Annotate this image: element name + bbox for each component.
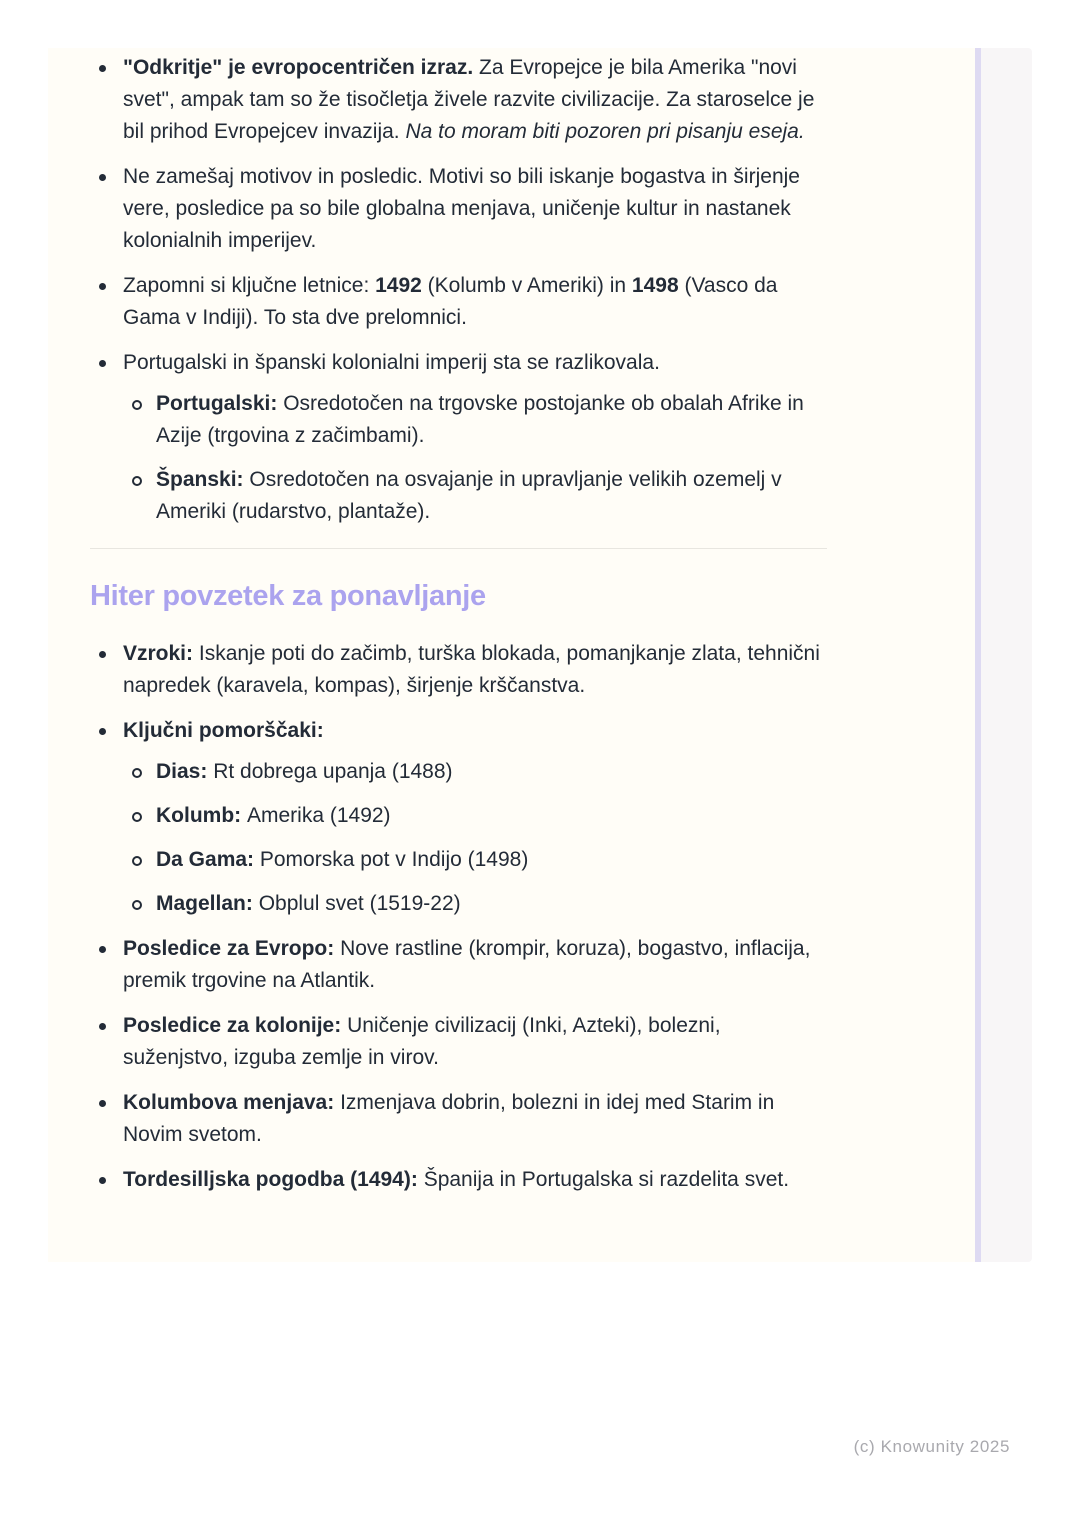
sub-list-item bbox=[123, 888, 830, 920]
text-segment: Ključni pomorščaki: bbox=[123, 719, 324, 742]
footer-copyright: (c) Knowunity 2025 bbox=[853, 1437, 1010, 1456]
text-segment: Obplul svet (1519-22) bbox=[258, 892, 461, 915]
sub-list-item bbox=[123, 388, 830, 452]
text-segment: Posledice za kolonije: bbox=[123, 1014, 348, 1037]
text-segment: Da Gama: bbox=[156, 848, 260, 871]
text-segment: Izmenjava dobrin, bolezni in idej med Starim in Novim svetom. bbox=[123, 1091, 775, 1146]
text-segment: 1498 bbox=[631, 274, 679, 297]
list-item bbox=[90, 1164, 830, 1196]
list-item bbox=[90, 638, 830, 702]
text-segment: Uničenje civilizacij (Inki, Azteki), bolezni, suženjstvo, izguba zemlje in virov. bbox=[123, 1014, 721, 1069]
list-item bbox=[90, 347, 830, 528]
text-segment: Portugalski: bbox=[156, 392, 284, 415]
sub-list-item bbox=[123, 756, 830, 788]
text-segment: Za Evropejce je bila Amerika "novi svet", ampak tam so že tisočletja živele razvite civilizacije. Za staroselce je bil prihod Evropejcev invazija. bbox=[123, 56, 815, 143]
text-segment: 1492 bbox=[375, 274, 422, 297]
text-segment: (Vasco da Gama v Indiji). To sta dve prelomnici. bbox=[123, 274, 778, 329]
text-segment: Ne zamešaj motivov in posledic. Motivi so bili iskanje bogastva in širjenje vere, posledice pa so bile globalna menjava, uničenje kultur in nastanek kolonialnih imperijev. bbox=[123, 165, 800, 252]
text-segment: Pomorska pot v Indijo (1498) bbox=[259, 848, 529, 871]
text-segment: Iskanje poti do začimb, turška blokada, pomanjkanje zlata, tehnični napredek (karavela, kompas), širjenje krščanstva. bbox=[123, 642, 820, 697]
text-segment: "Odkritje" je evropocentričen izraz. bbox=[123, 56, 480, 79]
text-segment: Kolumbova menjava: bbox=[123, 1091, 341, 1114]
list-item bbox=[90, 270, 830, 334]
section-divider bbox=[90, 548, 827, 549]
document-content bbox=[90, 52, 830, 1209]
list-item bbox=[90, 52, 830, 148]
text-segment: Nove rastline (krompir, koruza), bogastvo, inflacija, premik trgovine na Atlantik. bbox=[123, 937, 811, 992]
list-item bbox=[90, 933, 830, 997]
text-segment: Tordesilljska pogodba (1494): bbox=[123, 1168, 424, 1191]
text-segment: Portugalski in španski kolonialni imperij sta se razlikovala. bbox=[123, 351, 660, 374]
sub-bullet-list bbox=[123, 756, 830, 920]
text-segment: Rt dobrega upanja (1488) bbox=[213, 760, 453, 783]
text-segment: Posledice za Evropo: bbox=[123, 937, 341, 960]
text-segment: Magellan: bbox=[156, 892, 259, 915]
section-heading: Hiter povzetek za ponavljanje bbox=[90, 580, 486, 612]
sub-bullet-list bbox=[123, 388, 830, 528]
list-item bbox=[90, 715, 830, 920]
text-segment: Dias: bbox=[156, 760, 214, 783]
list-item bbox=[90, 1087, 830, 1151]
text-segment: Osredotočen na osvajanje in upravljanje velikih ozemelj v Ameriki (rudarstvo, plantaže). bbox=[156, 468, 782, 523]
bullet-list bbox=[90, 52, 830, 528]
list-item bbox=[90, 161, 830, 257]
text-segment: Španija in Portugalska si razdelita svet. bbox=[423, 1168, 790, 1191]
text-segment: Kolumb: bbox=[156, 804, 247, 827]
text-segment: Osredotočen na trgovske postojanke ob obalah Afrike in Azije (trgovina z začimbami). bbox=[156, 392, 804, 447]
sub-list-item bbox=[123, 800, 830, 832]
list-item bbox=[90, 1010, 830, 1074]
text-segment: Amerika (1492) bbox=[246, 804, 391, 827]
text-segment: Španski: bbox=[156, 468, 250, 491]
text-segment: Na to moram biti pozoren pri pisanju eseja. bbox=[405, 120, 805, 143]
text-segment: Zapomni si ključne letnice: bbox=[123, 274, 376, 297]
bullet-list bbox=[90, 638, 830, 1196]
text-segment: Vzroki: bbox=[123, 642, 199, 665]
sub-list-item bbox=[123, 464, 830, 528]
page-edge-strip bbox=[981, 48, 1032, 1262]
text-segment: (Kolumb v Ameriki) in bbox=[421, 274, 632, 297]
sub-list-item bbox=[123, 844, 830, 876]
